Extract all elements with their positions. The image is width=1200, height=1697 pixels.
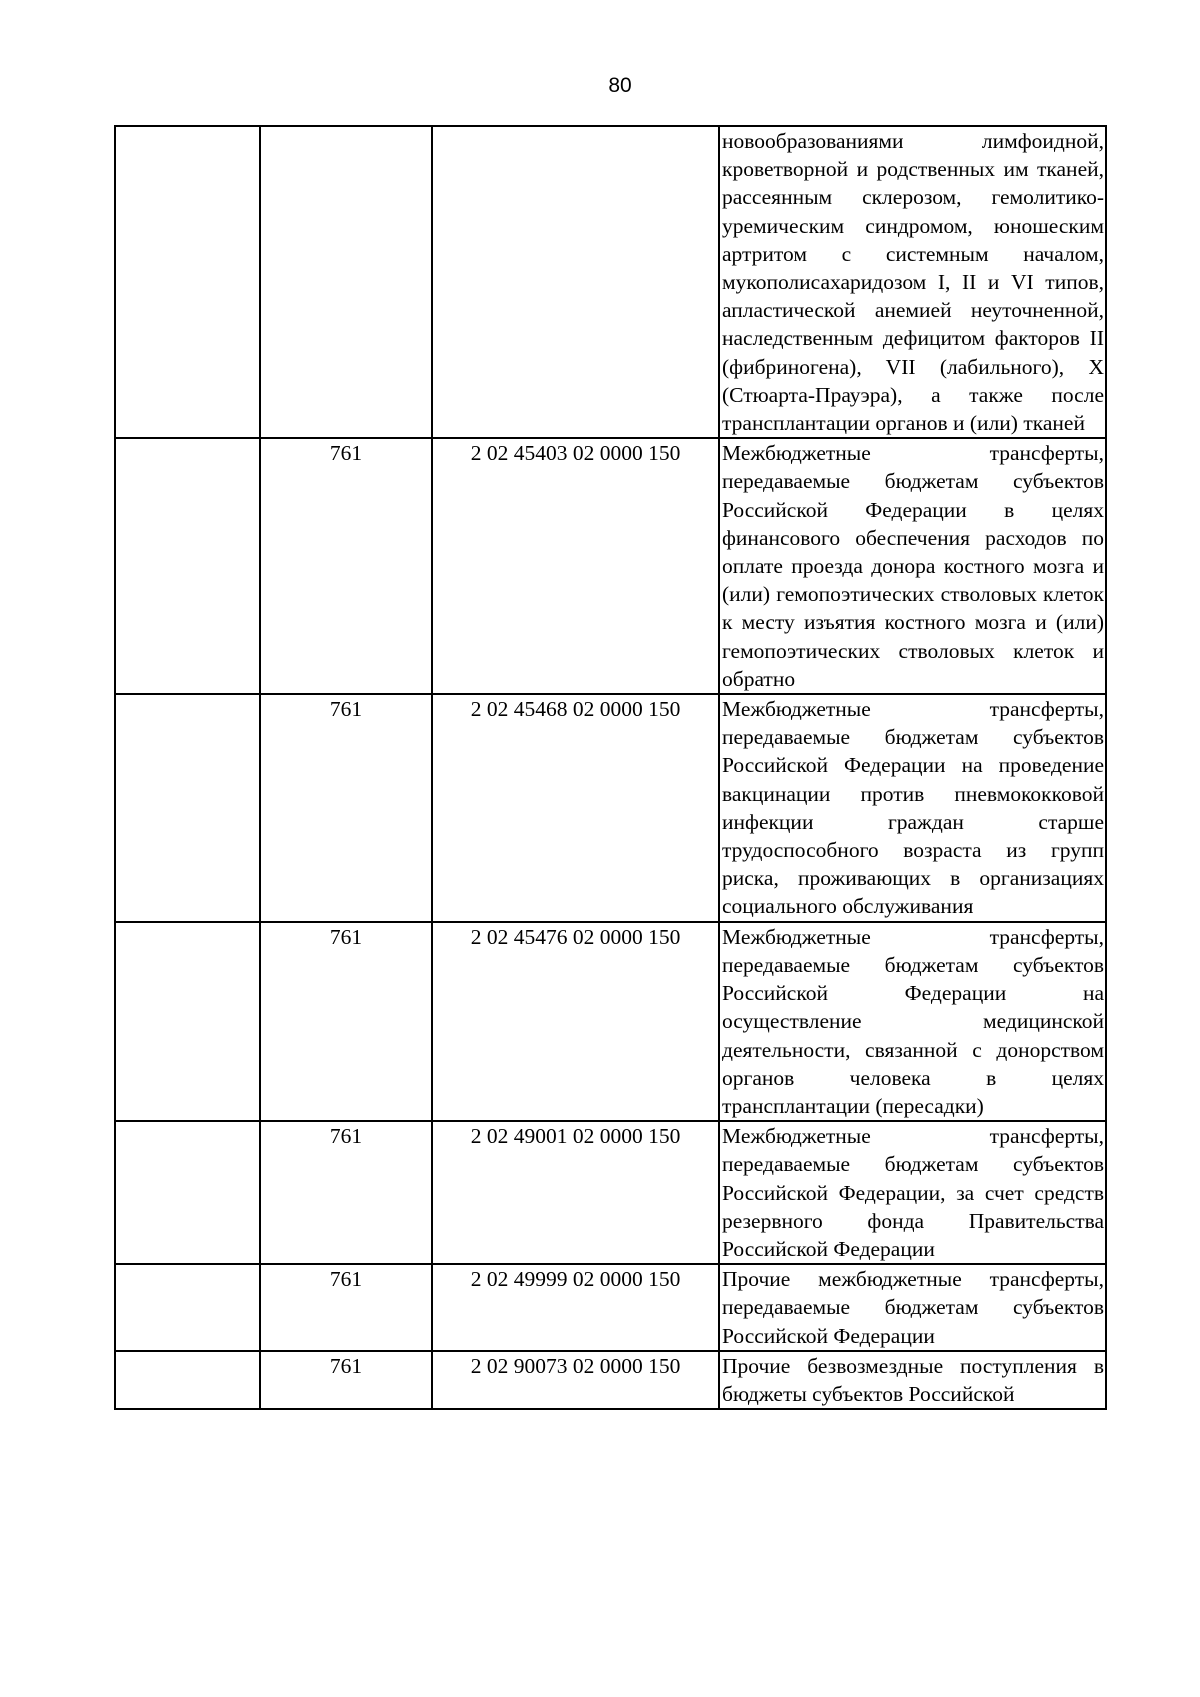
table-row <box>115 126 1106 438</box>
table-row <box>115 922 1106 1121</box>
table-row <box>115 438 1106 694</box>
admin-code-cell: 761 <box>260 1264 432 1351</box>
description-cell: новообразованиями лимфоидной, кроветворной и родственных им тканей, рассеянным склерозом, гемолитико-уремическим синдромом, юношеским артритом с системным началом, мукополисахаридозом I, II и VI типов, апластической анемией неуточненной, наследственным дефицитом факторов II (фибриногена), VII (лабильного), X (Стюарта-Прауэра), а также после трансплантации органов и (или) тканей <box>719 126 1106 438</box>
revenue-code-cell: 2 02 49999 02 0000 150 <box>432 1264 719 1351</box>
revenue-code-cell <box>432 126 719 438</box>
empty-cell <box>115 1264 260 1351</box>
table-row <box>115 1121 1106 1264</box>
revenue-code-cell: 2 02 45476 02 0000 150 <box>432 922 719 1121</box>
description-cell: Межбюджетные трансферты, передаваемые бюджетам субъектов Российской Федерации, за счет средств резервного фонда Правительства Российской Федерации <box>719 1121 1106 1264</box>
description-cell: Межбюджетные трансферты, передаваемые бюджетам субъектов Российской Федерации в целях финансового обеспечения расходов по оплате проезда донора костного мозга и (или) гемопоэтических стволовых клеток к месту изъятия костного мозга и (или) гемопоэтических стволовых клеток и обратно <box>719 438 1106 694</box>
admin-code-cell: 761 <box>260 438 432 694</box>
table-row <box>115 1351 1106 1409</box>
table-row <box>115 1264 1106 1351</box>
budget-classification-table <box>114 125 1107 1410</box>
empty-cell <box>115 438 260 694</box>
page-number: 80 <box>608 74 632 97</box>
empty-cell <box>115 922 260 1121</box>
description-cell: Прочие безвозмездные поступления в бюджеты субъектов Российской <box>719 1351 1106 1409</box>
description-cell: Межбюджетные трансферты, передаваемые бюджетам субъектов Российской Федерации на осуществление медицинской деятельности, связанной с донорством органов человека в целях трансплантации (пересадки) <box>719 922 1106 1121</box>
admin-code-cell: 761 <box>260 922 432 1121</box>
admin-code-cell: 761 <box>260 1121 432 1264</box>
empty-cell <box>115 126 260 438</box>
admin-code-cell <box>260 126 432 438</box>
table-row <box>115 694 1106 922</box>
empty-cell <box>115 1351 260 1409</box>
empty-cell <box>115 694 260 922</box>
admin-code-cell: 761 <box>260 694 432 922</box>
empty-cell <box>115 1121 260 1264</box>
description-cell: Межбюджетные трансферты, передаваемые бюджетам субъектов Российской Федерации на проведение вакцинации против пневмококковой инфекции граждан старше трудоспособного возраста из групп риска, проживающих в организациях социального обслуживания <box>719 694 1106 922</box>
admin-code-cell: 761 <box>260 1351 432 1409</box>
revenue-code-cell: 2 02 49001 02 0000 150 <box>432 1121 719 1264</box>
revenue-code-cell: 2 02 45403 02 0000 150 <box>432 438 719 694</box>
revenue-code-cell: 2 02 45468 02 0000 150 <box>432 694 719 922</box>
description-cell: Прочие межбюджетные трансферты, передаваемые бюджетам субъектов Российской Федерации <box>719 1264 1106 1351</box>
revenue-code-cell: 2 02 90073 02 0000 150 <box>432 1351 719 1409</box>
